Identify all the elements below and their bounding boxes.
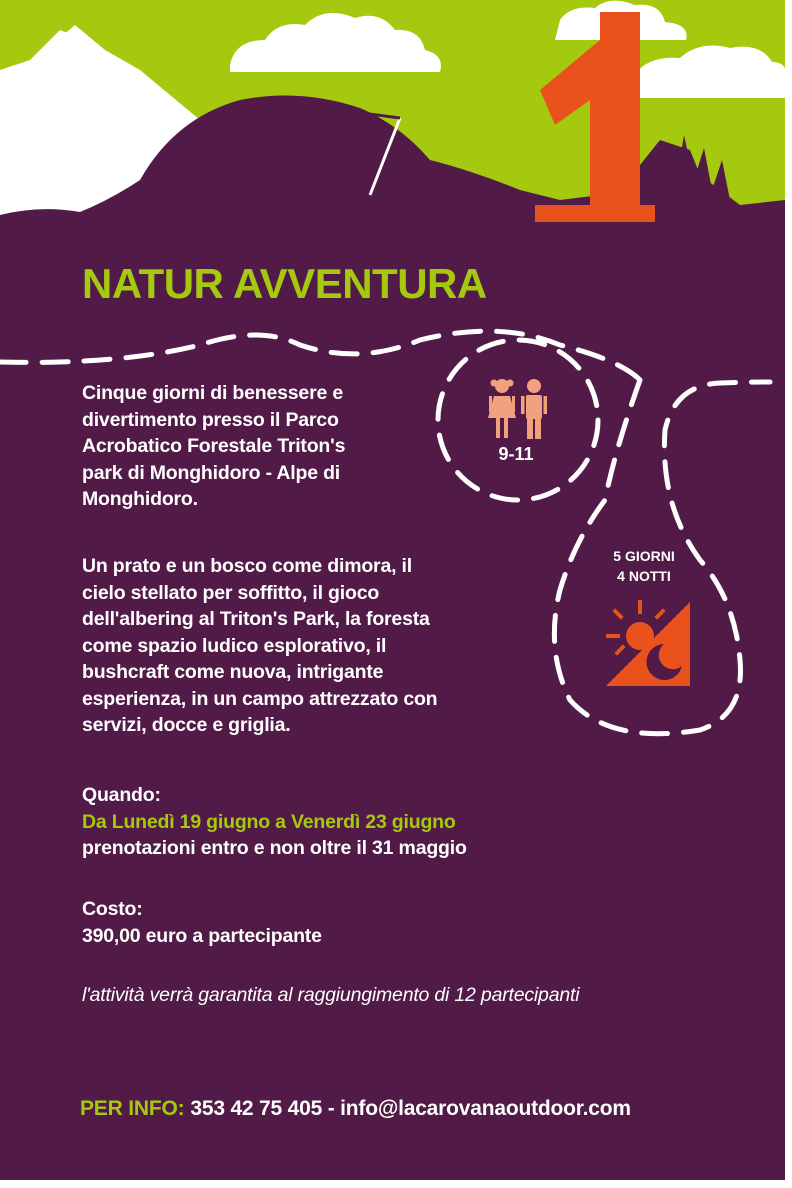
description-line: Acrobatico Forestale Triton's xyxy=(82,435,346,457)
description-line: esperienza, in un campo attrezzato con xyxy=(82,687,438,710)
contact-details[interactable]: 353 42 75 405 - info@lacarovanaoutdoor.com xyxy=(190,1097,631,1120)
description-line: park di Monghidoro - Alpe di xyxy=(82,461,340,484)
when-section xyxy=(82,782,467,862)
description-line: come spazio ludico esplorativo, il xyxy=(82,634,387,657)
children-icon xyxy=(486,378,550,440)
contact-label: PER INFO: xyxy=(80,1097,185,1120)
duration-nights: 4 NOTTI xyxy=(617,568,671,584)
description-line: Monghidoro. xyxy=(82,488,198,510)
cost-section xyxy=(82,896,322,949)
page-title: NATUR AVVENTURA xyxy=(82,260,487,307)
sun-moon-icon xyxy=(606,600,692,686)
when-dates: Da Lunedì 19 giugno a Venerdì 23 giugno xyxy=(82,810,456,833)
age-range: 9-11 xyxy=(498,444,534,464)
participants-note: l'attività verrà garantita al raggiungimento di 12 partecipanti xyxy=(82,984,580,1006)
description-line: servizi, docce e griglia. xyxy=(82,714,291,736)
description-line: dell'albering al Triton's Park, la foresta xyxy=(82,608,430,630)
description-paragraph-1 xyxy=(82,380,345,513)
description-paragraph-2 xyxy=(82,553,437,739)
when-label: Quando: xyxy=(82,784,161,806)
description-line: cielo stellato per soffitto, il gioco xyxy=(82,581,380,604)
contact-info xyxy=(80,1097,631,1121)
cost-label: Costo: xyxy=(82,898,143,920)
description-line: divertimento presso il Parco xyxy=(82,408,339,431)
duration-label xyxy=(586,546,702,586)
description-line: Cinque giorni di benessere e xyxy=(82,382,343,404)
description-line: Un prato e un bosco come dimora, il xyxy=(82,555,412,577)
description-line: bushcraft come nuova, intrigante xyxy=(82,661,384,683)
duration-days: 5 GIORNI xyxy=(613,548,675,564)
cost-amount: 390,00 euro a partecipante xyxy=(82,924,322,947)
booking-deadline: prenotazioni entro e non oltre il 31 maggio xyxy=(82,837,467,859)
